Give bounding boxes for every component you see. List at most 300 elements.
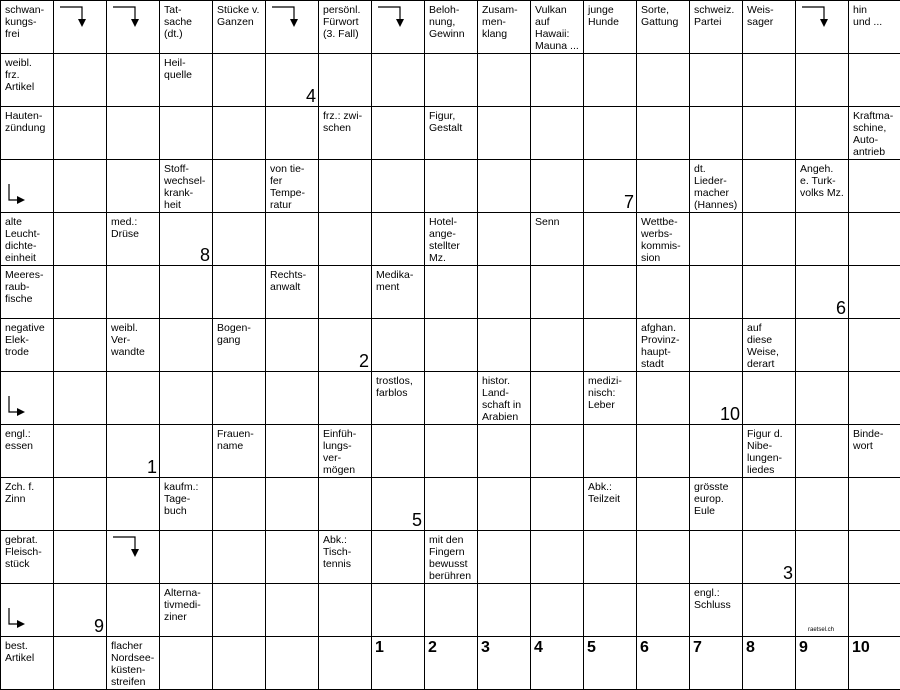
clue-text: Alterna- tivmedi- ziner bbox=[164, 587, 201, 623]
answer-cell[interactable] bbox=[478, 319, 531, 372]
answer-cell[interactable] bbox=[266, 531, 319, 584]
answer-cell[interactable] bbox=[266, 1, 319, 54]
clue-cell bbox=[1, 1, 54, 54]
answer-cell[interactable] bbox=[425, 160, 478, 213]
answer-cell[interactable] bbox=[213, 213, 266, 266]
answer-cell[interactable] bbox=[319, 213, 372, 266]
clue-text: Meeres- raub- fische bbox=[5, 269, 44, 305]
answer-cell[interactable] bbox=[54, 584, 107, 637]
answer-cell[interactable] bbox=[160, 319, 213, 372]
clue-text: junge Hunde bbox=[588, 4, 619, 28]
clue-text: trostlos, farblos bbox=[376, 375, 413, 399]
solution-number: 5 bbox=[411, 510, 422, 530]
answer-cell[interactable] bbox=[690, 107, 743, 160]
answer-cell[interactable] bbox=[531, 54, 584, 107]
clue-text: Medika- ment bbox=[376, 269, 414, 293]
answer-cell[interactable] bbox=[319, 584, 372, 637]
clue-text: persönl. Fürwort (3. Fall) bbox=[323, 4, 361, 40]
answer-cell[interactable] bbox=[160, 637, 213, 690]
clue-cell bbox=[690, 584, 743, 637]
clue-cell bbox=[319, 425, 372, 478]
answer-cell[interactable] bbox=[584, 266, 637, 319]
clue-cell bbox=[1, 425, 54, 478]
solution-slot-label: 10 bbox=[852, 639, 870, 656]
clue-text: best. Artikel bbox=[5, 640, 35, 664]
answer-cell[interactable] bbox=[372, 319, 425, 372]
answer-cell[interactable] bbox=[743, 160, 796, 213]
answer-cell[interactable] bbox=[584, 425, 637, 478]
answer-cell[interactable] bbox=[637, 266, 690, 319]
solution-number: 4 bbox=[305, 86, 316, 106]
answer-cell[interactable] bbox=[531, 160, 584, 213]
answer-cell[interactable] bbox=[54, 1, 107, 54]
answer-cell[interactable] bbox=[743, 213, 796, 266]
clue-cell bbox=[425, 1, 478, 54]
answer-cell[interactable] bbox=[531, 425, 584, 478]
clue-cell bbox=[796, 160, 849, 213]
answer-cell[interactable] bbox=[372, 637, 425, 690]
hook-arrow-right-icon bbox=[5, 162, 45, 208]
clue-text: Beloh- nung, Gewinn bbox=[429, 4, 465, 40]
clue-cell bbox=[584, 1, 637, 54]
answer-cell[interactable] bbox=[478, 425, 531, 478]
clue-text: Zch. f. Zinn bbox=[5, 481, 35, 505]
clue-cell bbox=[160, 584, 213, 637]
clue-text: Sorte, Gattung bbox=[641, 4, 679, 28]
clue-cell bbox=[637, 1, 690, 54]
clue-text: auf diese Weise, derart bbox=[747, 322, 779, 370]
answer-cell[interactable] bbox=[637, 160, 690, 213]
answer-cell[interactable] bbox=[425, 372, 478, 425]
answer-cell[interactable] bbox=[160, 425, 213, 478]
answer-cell[interactable] bbox=[849, 531, 900, 584]
answer-cell[interactable] bbox=[213, 54, 266, 107]
answer-cell[interactable] bbox=[690, 266, 743, 319]
answer-cell[interactable] bbox=[637, 107, 690, 160]
answer-cell[interactable] bbox=[319, 160, 372, 213]
clue-text: weibl. frz. Artikel bbox=[5, 57, 35, 93]
clue-text: Einfüh- lungs- ver- mögen bbox=[323, 428, 357, 476]
answer-cell[interactable] bbox=[160, 372, 213, 425]
answer-cell[interactable] bbox=[266, 425, 319, 478]
answer-cell[interactable] bbox=[213, 531, 266, 584]
solution-slot-label: 4 bbox=[534, 639, 543, 656]
answer-cell[interactable] bbox=[637, 425, 690, 478]
answer-cell[interactable] bbox=[107, 107, 160, 160]
answer-cell[interactable] bbox=[54, 531, 107, 584]
answer-cell[interactable] bbox=[584, 160, 637, 213]
answer-cell[interactable] bbox=[849, 584, 900, 637]
answer-cell[interactable] bbox=[266, 372, 319, 425]
clue-cell bbox=[213, 1, 266, 54]
clue-cell bbox=[1, 213, 54, 266]
clue-cell bbox=[372, 266, 425, 319]
answer-cell[interactable] bbox=[319, 637, 372, 690]
answer-cell[interactable] bbox=[372, 584, 425, 637]
clue-cell bbox=[372, 372, 425, 425]
clue-text: gebrat. Fleisch- stück bbox=[5, 534, 42, 570]
answer-cell[interactable] bbox=[690, 372, 743, 425]
clue-cell bbox=[213, 425, 266, 478]
answer-cell[interactable] bbox=[213, 637, 266, 690]
clue-text: von tie- fer Tempe- ratur bbox=[270, 163, 306, 211]
answer-cell[interactable] bbox=[372, 213, 425, 266]
hook-arrow-down-icon bbox=[111, 535, 151, 575]
answer-cell[interactable] bbox=[531, 584, 584, 637]
solution-number: 9 bbox=[93, 616, 104, 636]
answer-cell[interactable] bbox=[743, 266, 796, 319]
answer-cell[interactable] bbox=[584, 107, 637, 160]
clue-cell bbox=[849, 107, 900, 160]
clue-text: Stoff- wechsel- krank- heit bbox=[164, 163, 206, 211]
answer-cell[interactable] bbox=[107, 266, 160, 319]
answer-cell[interactable] bbox=[796, 372, 849, 425]
answer-cell[interactable] bbox=[531, 107, 584, 160]
answer-cell[interactable] bbox=[1, 160, 54, 213]
answer-cell[interactable] bbox=[107, 531, 160, 584]
answer-cell[interactable] bbox=[54, 319, 107, 372]
answer-cell[interactable] bbox=[107, 160, 160, 213]
clue-text: Angeh. e. Turk- volks Mz. bbox=[800, 163, 844, 199]
answer-cell[interactable] bbox=[372, 478, 425, 531]
answer-cell[interactable] bbox=[372, 54, 425, 107]
answer-cell[interactable] bbox=[849, 637, 900, 690]
answer-cell[interactable] bbox=[266, 478, 319, 531]
answer-cell[interactable] bbox=[690, 319, 743, 372]
clue-cell bbox=[1, 266, 54, 319]
clue-text: Zusam- men- klang bbox=[482, 4, 518, 40]
clue-cell bbox=[584, 372, 637, 425]
clue-cell bbox=[319, 1, 372, 54]
clue-cell bbox=[107, 319, 160, 372]
answer-cell[interactable] bbox=[743, 478, 796, 531]
answer-cell[interactable] bbox=[266, 107, 319, 160]
clue-cell bbox=[160, 160, 213, 213]
answer-cell[interactable] bbox=[531, 319, 584, 372]
solution-number: 1 bbox=[146, 457, 157, 477]
answer-cell[interactable] bbox=[531, 372, 584, 425]
clue-cell bbox=[531, 1, 584, 54]
answer-cell[interactable] bbox=[531, 478, 584, 531]
answer-cell[interactable] bbox=[584, 531, 637, 584]
answer-cell[interactable] bbox=[266, 213, 319, 266]
clue-cell bbox=[743, 425, 796, 478]
clue-text: engl.: Schluss bbox=[694, 587, 731, 611]
answer-cell[interactable] bbox=[372, 160, 425, 213]
answer-cell[interactable] bbox=[160, 531, 213, 584]
hook-arrow-right-icon bbox=[5, 374, 45, 420]
clue-text: Abk.: Tisch- tennis bbox=[323, 534, 352, 570]
clue-text: alte Leucht- dichte- einheit bbox=[5, 216, 41, 264]
answer-cell[interactable] bbox=[54, 160, 107, 213]
clue-text: Weis- sager bbox=[747, 4, 774, 28]
clue-cell bbox=[690, 478, 743, 531]
answer-cell[interactable] bbox=[54, 372, 107, 425]
solution-slot-label: 3 bbox=[481, 639, 490, 656]
answer-cell[interactable] bbox=[213, 266, 266, 319]
answer-cell[interactable] bbox=[849, 54, 900, 107]
clue-cell bbox=[107, 213, 160, 266]
answer-cell[interactable] bbox=[531, 266, 584, 319]
answer-cell[interactable] bbox=[637, 637, 690, 690]
answer-cell[interactable] bbox=[478, 637, 531, 690]
clue-cell bbox=[266, 160, 319, 213]
solution-slot-label: 7 bbox=[693, 639, 702, 656]
clue-text: histor. Land- schaft in Arabien bbox=[482, 375, 522, 423]
answer-cell[interactable] bbox=[425, 54, 478, 107]
hook-arrow-down-icon bbox=[376, 5, 416, 45]
answer-cell[interactable] bbox=[743, 531, 796, 584]
clue-text: Hauten- zündung bbox=[5, 110, 46, 134]
solution-number: 2 bbox=[358, 351, 369, 371]
answer-cell[interactable] bbox=[796, 478, 849, 531]
answer-cell[interactable] bbox=[796, 107, 849, 160]
solution-slot-label: 5 bbox=[587, 639, 596, 656]
clue-text: mit den Fingern bewusst berühren bbox=[429, 534, 472, 582]
answer-cell[interactable] bbox=[690, 637, 743, 690]
answer-cell[interactable] bbox=[425, 637, 478, 690]
answer-cell[interactable] bbox=[266, 54, 319, 107]
answer-cell[interactable] bbox=[637, 531, 690, 584]
answer-cell[interactable] bbox=[319, 266, 372, 319]
answer-cell[interactable] bbox=[213, 478, 266, 531]
clue-cell bbox=[690, 160, 743, 213]
clue-cell bbox=[160, 478, 213, 531]
answer-cell[interactable] bbox=[160, 213, 213, 266]
answer-cell[interactable] bbox=[478, 107, 531, 160]
hook-arrow-right-icon bbox=[5, 586, 45, 632]
answer-cell[interactable] bbox=[372, 425, 425, 478]
answer-cell[interactable] bbox=[107, 372, 160, 425]
answer-cell[interactable] bbox=[796, 266, 849, 319]
answer-cell[interactable] bbox=[478, 213, 531, 266]
solution-slot-label: 2 bbox=[428, 639, 437, 656]
clue-text: Senn bbox=[535, 216, 560, 228]
answer-cell[interactable] bbox=[478, 266, 531, 319]
answer-cell[interactable] bbox=[690, 425, 743, 478]
clue-text: Stücke v. Ganzen bbox=[217, 4, 260, 28]
clue-text: grösste europ. Eule bbox=[694, 481, 729, 517]
answer-cell[interactable] bbox=[319, 319, 372, 372]
answer-cell[interactable] bbox=[743, 107, 796, 160]
solution-slot-label: 6 bbox=[640, 639, 649, 656]
clue-cell bbox=[160, 54, 213, 107]
answer-cell[interactable] bbox=[478, 160, 531, 213]
answer-cell[interactable] bbox=[637, 584, 690, 637]
answer-cell[interactable] bbox=[107, 584, 160, 637]
answer-cell[interactable] bbox=[107, 478, 160, 531]
hook-arrow-down-icon bbox=[800, 5, 840, 45]
answer-cell[interactable] bbox=[54, 425, 107, 478]
clue-text: Figur d. Nibe- lungen- liedes bbox=[747, 428, 783, 476]
answer-cell[interactable] bbox=[849, 319, 900, 372]
clue-cell bbox=[1, 478, 54, 531]
solution-slot-label: 9 bbox=[799, 639, 808, 656]
solution-number: 3 bbox=[782, 563, 793, 583]
answer-cell[interactable] bbox=[160, 107, 213, 160]
answer-cell[interactable] bbox=[425, 266, 478, 319]
answer-cell[interactable] bbox=[690, 531, 743, 584]
answer-cell[interactable] bbox=[425, 584, 478, 637]
answer-cell[interactable] bbox=[796, 637, 849, 690]
answer-cell[interactable] bbox=[107, 54, 160, 107]
answer-cell[interactable] bbox=[849, 160, 900, 213]
answer-cell[interactable] bbox=[584, 637, 637, 690]
answer-cell[interactable] bbox=[531, 531, 584, 584]
clue-text: Wettbe- werbs- kommis- sion bbox=[641, 216, 681, 264]
answer-cell[interactable] bbox=[743, 637, 796, 690]
answer-cell[interactable] bbox=[54, 213, 107, 266]
answer-cell[interactable] bbox=[796, 319, 849, 372]
clue-text: kaufm.: Tage- buch bbox=[164, 481, 199, 517]
clue-text: Heil- quelle bbox=[164, 57, 193, 81]
answer-cell[interactable] bbox=[425, 425, 478, 478]
clue-text: negative Elek- trode bbox=[5, 322, 45, 358]
answer-cell[interactable] bbox=[213, 107, 266, 160]
answer-cell[interactable] bbox=[319, 372, 372, 425]
clue-cell bbox=[849, 425, 900, 478]
answer-cell[interactable] bbox=[372, 1, 425, 54]
clue-cell bbox=[637, 213, 690, 266]
answer-cell[interactable] bbox=[107, 1, 160, 54]
solution-slot-label: 8 bbox=[746, 639, 755, 656]
clue-cell bbox=[1, 54, 54, 107]
answer-cell[interactable] bbox=[849, 213, 900, 266]
answer-cell[interactable] bbox=[478, 531, 531, 584]
clue-text: Binde- wort bbox=[853, 428, 884, 452]
clue-text: medizi- nisch: Leber bbox=[588, 375, 622, 411]
clue-cell bbox=[1, 319, 54, 372]
answer-cell[interactable] bbox=[584, 584, 637, 637]
answer-cell[interactable] bbox=[690, 213, 743, 266]
answer-cell[interactable] bbox=[213, 372, 266, 425]
clue-cell bbox=[160, 1, 213, 54]
clue-text: Hotel- ange- stellter Mz. bbox=[429, 216, 460, 264]
answer-cell[interactable] bbox=[372, 531, 425, 584]
answer-cell[interactable] bbox=[743, 54, 796, 107]
clue-text: Tat- sache (dt.) bbox=[164, 4, 193, 40]
answer-cell[interactable] bbox=[849, 478, 900, 531]
hook-arrow-down-icon bbox=[58, 5, 98, 45]
clue-text: hin und ... bbox=[853, 4, 883, 28]
clue-cell bbox=[531, 213, 584, 266]
clue-cell bbox=[1, 107, 54, 160]
clue-text: afghan. Provinz- haupt- stadt bbox=[641, 322, 680, 370]
clue-cell bbox=[213, 319, 266, 372]
clue-cell bbox=[478, 1, 531, 54]
clue-text: schwan- kungs- frei bbox=[5, 4, 45, 40]
answer-cell[interactable] bbox=[266, 584, 319, 637]
clue-cell bbox=[319, 531, 372, 584]
answer-cell[interactable] bbox=[637, 54, 690, 107]
answer-cell[interactable] bbox=[743, 372, 796, 425]
clue-text: Frauen- name bbox=[217, 428, 254, 452]
answer-cell[interactable] bbox=[796, 425, 849, 478]
answer-cell[interactable] bbox=[743, 584, 796, 637]
clue-cell bbox=[690, 1, 743, 54]
solution-number: 8 bbox=[199, 245, 210, 265]
answer-cell[interactable] bbox=[54, 478, 107, 531]
clue-cell bbox=[1, 531, 54, 584]
answer-cell[interactable] bbox=[266, 637, 319, 690]
clue-text: dt. Lieder- macher (Hannes) bbox=[694, 163, 738, 211]
answer-cell[interactable] bbox=[54, 54, 107, 107]
clue-text: flacher Nordsee- küsten- streifen bbox=[111, 640, 155, 688]
answer-cell[interactable] bbox=[372, 107, 425, 160]
clue-text: med.: Drüse bbox=[111, 216, 140, 240]
answer-cell[interactable] bbox=[319, 478, 372, 531]
clue-cell bbox=[319, 107, 372, 160]
answer-cell[interactable] bbox=[796, 213, 849, 266]
answer-cell[interactable] bbox=[425, 478, 478, 531]
clue-cell bbox=[266, 266, 319, 319]
answer-cell[interactable] bbox=[160, 266, 213, 319]
clue-text: Abk.: Teilzeit bbox=[588, 481, 621, 505]
clue-cell bbox=[425, 213, 478, 266]
answer-cell[interactable] bbox=[107, 425, 160, 478]
answer-cell[interactable] bbox=[478, 478, 531, 531]
answer-cell[interactable] bbox=[213, 584, 266, 637]
answer-cell[interactable] bbox=[478, 584, 531, 637]
answer-cell[interactable] bbox=[584, 319, 637, 372]
clue-text: Figur, Gestalt bbox=[429, 110, 463, 134]
clue-cell bbox=[637, 319, 690, 372]
clue-text: Vulkan auf Hawaii: Mauna ... bbox=[535, 4, 579, 52]
solution-number: 6 bbox=[835, 298, 846, 318]
clue-cell bbox=[849, 1, 900, 54]
clue-text: weibl. Ver- wandte bbox=[111, 322, 145, 358]
clue-text: engl.: essen bbox=[5, 428, 34, 452]
clue-text: frz.: zwi- schen bbox=[323, 110, 363, 134]
clue-cell bbox=[478, 372, 531, 425]
answer-cell[interactable] bbox=[425, 319, 478, 372]
clue-cell bbox=[743, 319, 796, 372]
clue-cell bbox=[743, 1, 796, 54]
answer-cell[interactable] bbox=[54, 637, 107, 690]
answer-cell[interactable] bbox=[584, 54, 637, 107]
solution-number: 10 bbox=[719, 404, 740, 424]
answer-cell[interactable] bbox=[478, 54, 531, 107]
answer-cell[interactable] bbox=[584, 213, 637, 266]
clue-cell bbox=[1, 637, 54, 690]
credit-label: raetsel.ch bbox=[808, 627, 835, 633]
clue-cell bbox=[107, 637, 160, 690]
answer-cell[interactable] bbox=[531, 637, 584, 690]
answer-cell[interactable] bbox=[796, 531, 849, 584]
hook-arrow-down-icon bbox=[111, 5, 151, 45]
answer-cell[interactable] bbox=[1, 372, 54, 425]
answer-cell[interactable] bbox=[54, 266, 107, 319]
answer-cell[interactable] bbox=[690, 54, 743, 107]
clue-text: Bogen- gang bbox=[217, 322, 251, 346]
hook-arrow-down-icon bbox=[270, 5, 310, 45]
answer-cell[interactable] bbox=[266, 319, 319, 372]
answer-cell[interactable] bbox=[637, 372, 690, 425]
answer-cell[interactable] bbox=[849, 372, 900, 425]
answer-cell[interactable] bbox=[637, 478, 690, 531]
clue-text: schweiz. Partei bbox=[694, 4, 735, 28]
answer-cell[interactable] bbox=[849, 266, 900, 319]
answer-cell[interactable] bbox=[1, 584, 54, 637]
clue-cell bbox=[425, 107, 478, 160]
answer-cell[interactable] bbox=[796, 1, 849, 54]
answer-cell[interactable] bbox=[319, 54, 372, 107]
answer-cell[interactable] bbox=[796, 54, 849, 107]
clue-cell bbox=[425, 531, 478, 584]
answer-cell[interactable] bbox=[54, 107, 107, 160]
answer-cell[interactable] bbox=[213, 160, 266, 213]
clue-text: Kraftma- schine, Auto- antrieb bbox=[853, 110, 894, 158]
